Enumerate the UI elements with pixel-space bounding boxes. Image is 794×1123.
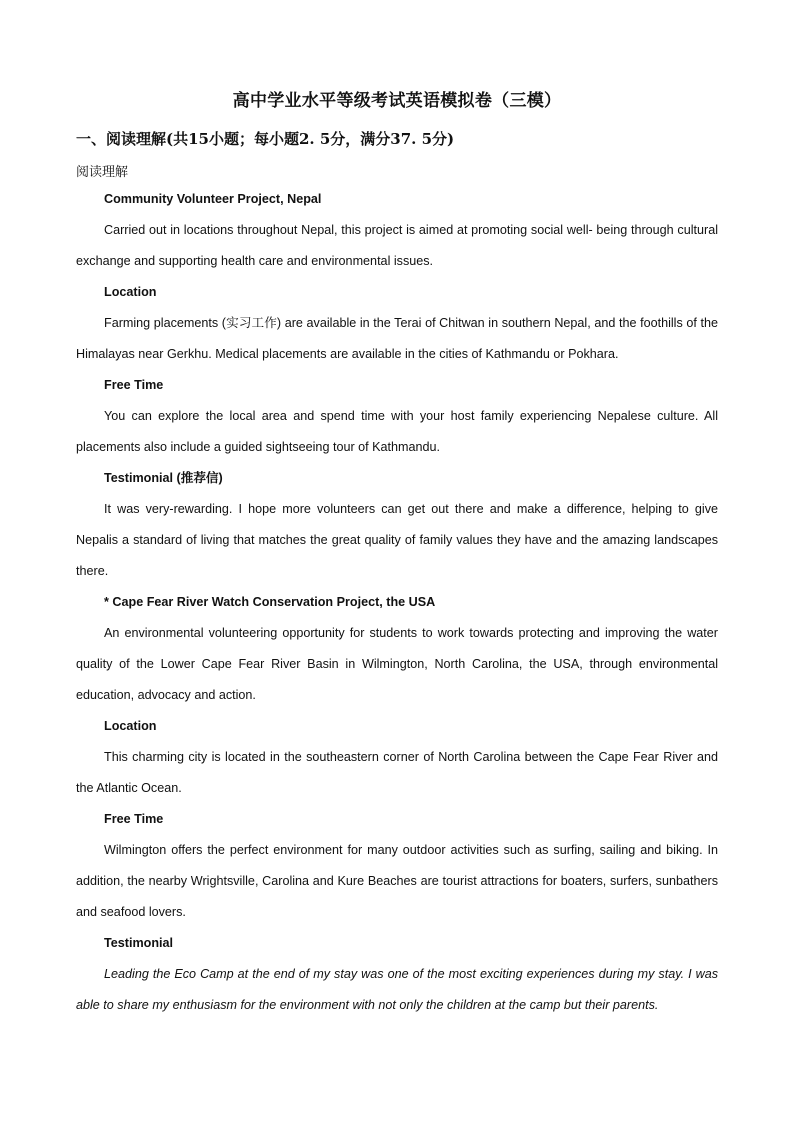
project2-location-heading: Location [104,719,157,733]
reading-passage [76,184,718,1021]
project1-testimonial-heading: Testimonial (推荐信) [104,471,223,485]
project2-free-time-text: Wilmington offers the perfect environment for many outdoor activities such as surfing, sailing and biking. In addition, the nearby Wrightsville, Carolina and Kure Beaches are tourist attractions for boaters, surfers, sunbathers and seafood lovers. [76,843,718,919]
project1-testimonial-text: It was very-rewarding. I hope more volunteers can get out there and make a difference, helping to give Nepalis a standard of living that matches the great quality of family values they have and the amazing landscapes there. [76,502,718,578]
project1-intro: Carried out in locations throughout Nepal, this project is aimed at promoting social well- being through cultural exchange and supporting health care and environmental issues. [76,223,718,268]
project1-location-heading: Location [104,285,157,299]
project1-heading: Community Volunteer Project, Nepal [104,192,322,206]
project2-testimonial-heading: Testimonial [104,936,174,950]
section-heading: 一、阅读理解(共15小题；每小题2. 5分，满分37. 5分) [76,130,455,148]
project1-location-text: Farming placements (实习工作) are available in the Terai of Chitwan in southern Nepal, and the foothills of the Himalayas near Gerkhu. Medical placements are available in the cities of Kathmandu or Pokhara. [76,316,718,361]
project2-location-text: This charming city is located in the southeastern corner of North Carolina between the Cape Fear River and the Atlantic Ocean. [76,750,718,795]
project2-intro: An environmental volunteering opportunity for students to work towards protecting and improving the water quality of the Lower Cape Fear River Basin in Wilmington, North Carolina, the USA, through environmental education, advocacy and action. [76,626,718,702]
project2-testimonial-text: Leading the Eco Camp at the end of my stay was one of the most exciting experiences during my stay. I was able to share my enthusiasm for the environment with not only the children at the camp but their parents. [76,967,718,1012]
section-label: 阅读理解 [76,164,129,179]
page-title: 高中学业水平等级考试英语模拟卷（三模） [232,91,562,111]
project2-heading: * Cape Fear River Watch Conservation Project, the USA [104,595,436,609]
project1-free-time-text: You can explore the local area and spend time with your host family experiencing Nepalese culture. All placements also include a guided sightseeing tour of Kathmandu. [76,409,718,454]
project1-free-time-heading: Free Time [104,378,164,392]
project2-free-time-heading: Free Time [104,812,164,826]
